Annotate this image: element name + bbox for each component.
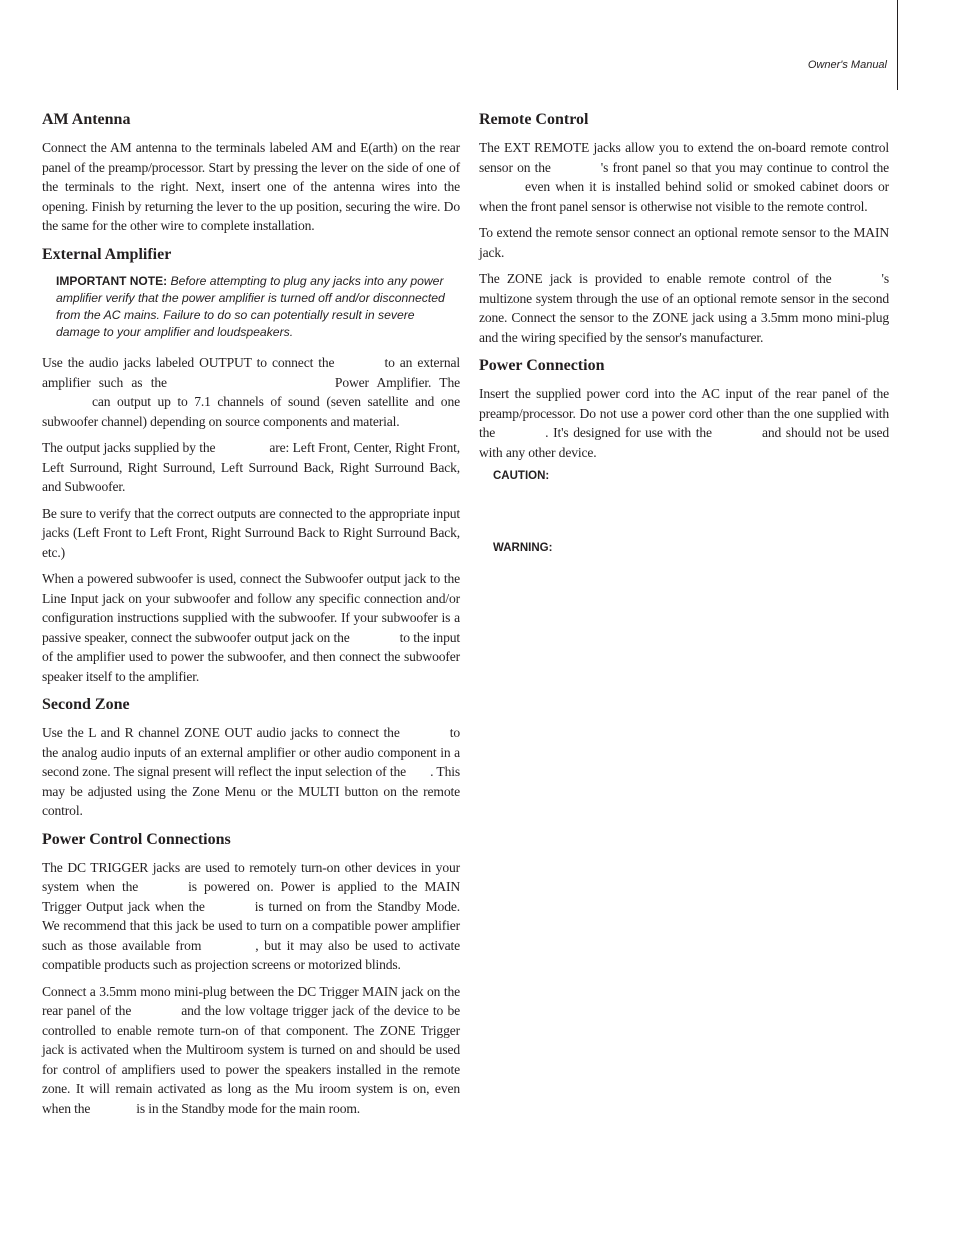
text-run: is turned on from the Standby Mode. We recommend that this jack be used to turn on a compatible power amplifier such as those available from xyxy=(42,898,460,953)
paragraph xyxy=(42,353,460,431)
text-run: to an external amplifier such as the xyxy=(42,355,460,390)
text-run: 's multizone system through the use of an optional remote sensor in the second zone. Connect the sensor to the ZONE jack using a 3.5mm mono mini-plug and the wiring specified by the sensor's manufacturer. xyxy=(479,271,889,345)
section-remote-control xyxy=(479,108,889,347)
heading-second-zone: Second Zone xyxy=(42,696,130,714)
heading-external-amplifier: External Amplifier xyxy=(42,245,172,263)
heading-power-control-connections: Power Control Connections xyxy=(42,830,231,848)
section-second-zone xyxy=(42,693,460,821)
header-rule xyxy=(897,0,898,90)
text-run: are: Left Front, Center, Right Front, Left Surround, Right Surround, Left Surround Back, Right Surround Back, and Subwoofer. xyxy=(42,440,461,495)
text-run: The DC TRIGGER jacks are used to remotely turn-on other devices in your system when the xyxy=(42,859,460,895)
paragraph xyxy=(479,138,889,216)
section-power-connection xyxy=(479,354,889,572)
paragraph xyxy=(42,982,460,1119)
paragraph: Be sure to verify that the correct outputs are connected to the appropriate input jacks (Left Front to Left Front, Right Surround Back to Right Surround Back, etc.) xyxy=(42,505,460,560)
paragraph: To extend the remote sensor connect an optional remote sensor to the MAIN jack. xyxy=(479,225,889,260)
text-run: to the analog audio inputs of an external amplifier or other audio component in a second zone. The signal present will reflect the input selection of the xyxy=(42,725,460,780)
paragraph xyxy=(42,723,460,821)
text-run: . It's designed for use with the xyxy=(545,425,712,440)
text-run: Use the L and R channel ZONE OUT audio jacks to connect the xyxy=(42,725,400,741)
important-note xyxy=(56,273,460,342)
heading-remote-control: Remote Control xyxy=(479,111,589,128)
section-am-antenna xyxy=(42,108,460,236)
text-run: and the low voltage trigger jack of the device to be controlled to enable remote turn-on of that component. The ZONE Trigger jack is activated when the Multiroom system is turned on and should be used for control of amplifiers used to power the speakers installed in the remote zone. It will remain activated as long as the Mu iroom system is on, even when the xyxy=(42,1003,460,1116)
paragraph xyxy=(42,858,460,975)
paragraph xyxy=(479,384,889,462)
text-run: Power Amplifier. The xyxy=(334,374,460,390)
heading-power-connection: Power Connection xyxy=(479,357,605,374)
text-run: , but it may also be used to activate compatible products such as projection screens or motorized blinds. xyxy=(42,937,460,973)
caution-label: CAUTION: xyxy=(493,470,550,482)
section-external-amplifier xyxy=(42,243,460,687)
paragraph: Connect the AM antenna to the terminals labeled AM and E(arth) on the rear panel of the preamp/processor. Start by pressing the lever on the side of one of the terminals to the right. Next, insert one of the antenna wires into the opening. Finish by returning the lever to the up position, securing the wire. Do the same for the other wire to complete installation. xyxy=(42,140,460,233)
paragraph xyxy=(42,569,460,686)
text-run: 's front panel so that you may continue to control the xyxy=(600,159,889,175)
warning-label: WARNING: xyxy=(493,542,553,554)
text-run: Connect a 3.5mm mono mini-plug between the DC Trigger MAIN jack on the rear panel of the xyxy=(42,983,460,1019)
right-column xyxy=(479,108,889,579)
running-header: Owner's Manual xyxy=(807,59,887,71)
paragraph xyxy=(479,269,889,347)
important-note-label: IMPORTANT NOTE: xyxy=(56,273,168,288)
text-run: is powered on. Power is applied to the MAIN Trigger Output jack when the xyxy=(42,879,460,914)
section-power-control-connections xyxy=(42,828,460,1119)
text-run: Use the audio jacks labeled OUTPUT to connect the xyxy=(42,355,335,371)
text-run: is in the Standby mode for the main room. xyxy=(136,1100,361,1116)
important-note-text: Before attempting to plug any jacks into any power amplifier verify that the power amplifier is turned off and/or disconnected from the AC mains. Failure to do so can potentially result in severe damage to your amplifier and loudspeakers. xyxy=(56,273,445,340)
text-run: . This may be adjusted using the Zone Menu or the MULTI button on the remote control. xyxy=(42,764,460,819)
text-run: The output jacks supplied by the xyxy=(42,440,216,456)
text-run: and should not be used with any other device. xyxy=(479,425,890,460)
text-run: can output up to 7.1 channels of sound (seven satellite and one subwoofer channel) depending on source components and material. xyxy=(42,394,460,429)
text-run: When a powered subwoofer is used, connect the Subwoofer output jack to the Line Input jack on your subwoofer and follow any specific connection and/or configuration instructions supplied with the subwoofer. If your subwoofer is a passive speaker, connect the subwoofer output jack on the xyxy=(42,571,460,645)
text-run: The EXT REMOTE jacks allow you to extend the on-board remote control sensor on the xyxy=(479,140,889,175)
text-run: The ZONE jack is provided to enable remote control of the xyxy=(479,271,832,286)
text-run: Insert the supplied power cord into the AC input of the rear panel of the preamp/processor. Do not use a power cord other than the one supplied with the xyxy=(479,386,889,440)
left-column xyxy=(42,108,460,1125)
text-run: to the input of the amplifier used to power the subwoofer, and then connect the subwoofer speaker itself to the amplifier. xyxy=(42,629,460,684)
text-run: even when it is installed behind solid or smoked cabinet doors or when the front panel sensor is otherwise not visible to the remote control. xyxy=(479,179,889,214)
paragraph xyxy=(42,438,460,497)
heading-am-antenna: AM Antenna xyxy=(42,111,131,128)
